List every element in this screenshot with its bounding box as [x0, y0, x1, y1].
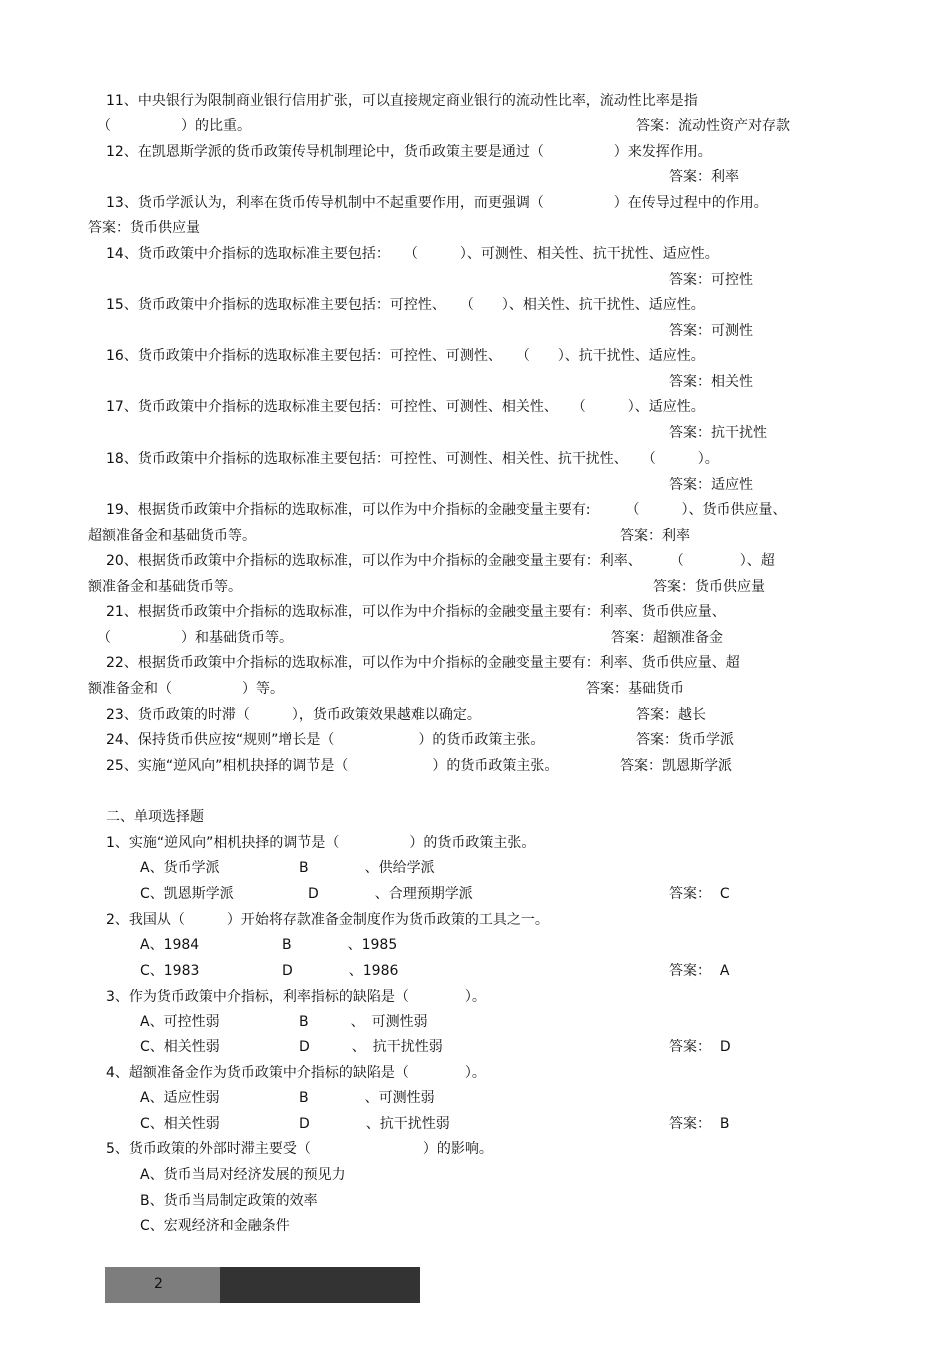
- answer-13: 答案：货币供应量: [88, 220, 200, 236]
- question-18: 18、货币政策中介指标的选取标准主要包括：可控性、可测性、相关性、抗干扰性、 （ ）。: [106, 451, 719, 467]
- mc-4-option-b: B 、可测性弱: [299, 1090, 435, 1106]
- answer-16: 答案：相关性: [669, 374, 753, 390]
- question-20-cont: 额准备金和基础货币等。: [88, 579, 242, 595]
- mc-3-option-c: C、相关性弱: [140, 1039, 220, 1055]
- mc-4-answer: 答案： B: [669, 1116, 730, 1132]
- question-19-cont: 超额准备金和基础货币等。: [88, 528, 256, 544]
- mc-question-5: 5、货币政策的外部时滞主要受（ ）的影响。: [106, 1141, 493, 1157]
- mc-question-2: 2、我国从（ ）开始将存款准备金制度作为货币政策的工具之一。: [106, 912, 549, 928]
- mc-4-option-d: D 、抗干扰性弱: [299, 1116, 450, 1132]
- mc-2-option-d: D 、1986: [282, 963, 399, 979]
- mc-1-option-d: D 、合理预期学派: [308, 886, 473, 902]
- mc-3-option-a: A、可控性弱: [140, 1014, 220, 1030]
- answer-19: 答案：利率: [620, 528, 690, 544]
- answer-17: 答案：抗干扰性: [669, 425, 767, 441]
- answer-12: 答案：利率: [669, 169, 739, 185]
- question-12: 12、在凯恩斯学派的货币政策传导机制理论中，货币政策主要是通过（ ）来发挥作用。: [106, 144, 712, 160]
- answer-24: 答案：货币学派: [636, 732, 734, 748]
- question-24: 24、保持货币供应按“规则”增长是（ ）的货币政策主张。: [106, 732, 545, 748]
- mc-1-option-a: A、货币学派: [140, 860, 220, 876]
- question-21: 21、根据货币政策中介指标的选取标准，可以作为中介指标的金融变量主要有：利率、货币供应量、: [106, 604, 726, 620]
- question-21-cont: （ ）和基础货币等。: [97, 630, 293, 646]
- answer-23: 答案：越长: [636, 707, 706, 723]
- question-11: 11、中央银行为限制商业银行信用扩张，可以直接规定商业银行的流动性比率，流动性比率是指: [106, 93, 698, 109]
- mc-question-1: 1、实施“逆风向”相机抉择的调节是（ ）的货币政策主张。: [106, 835, 536, 851]
- section-title: 二、单项选择题: [106, 809, 204, 825]
- mc-3-option-d: D 、 抗干扰性弱: [299, 1039, 443, 1055]
- question-11-cont: （ ）的比重。: [97, 118, 251, 134]
- mc-2-option-a: A、1984: [140, 937, 200, 953]
- mc-1-answer: 答案： C: [669, 886, 730, 902]
- mc-1-option-b: B 、供给学派: [299, 860, 435, 876]
- mc-4-option-c: C、相关性弱: [140, 1116, 220, 1132]
- answer-21: 答案：超额准备金: [611, 630, 723, 646]
- question-23: 23、货币政策的时滞（ ），货币政策效果越难以确定。: [106, 707, 481, 723]
- mc-1-option-c: C、凯恩斯学派: [140, 886, 234, 902]
- question-22: 22、根据货币政策中介指标的选取标准，可以作为中介指标的金融变量主要有：利率、货币供应量、超: [106, 655, 740, 671]
- question-22-cont: 额准备金和（ ）等。: [88, 681, 284, 697]
- answer-25: 答案：凯恩斯学派: [620, 758, 732, 774]
- page-number: 2: [154, 1276, 163, 1292]
- mc-question-4: 4、超额准备金作为货币政策中介指标的缺陷是（ ）。: [106, 1065, 486, 1081]
- mc-4-option-a: A、适应性弱: [140, 1090, 220, 1106]
- answer-18: 答案：适应性: [669, 477, 753, 493]
- question-20: 20、根据货币政策中介指标的选取标准，可以作为中介指标的金融变量主要有：利率、 （ ）、超: [106, 553, 775, 569]
- question-15: 15、货币政策中介指标的选取标准主要包括：可控性、 （ ）、相关性、抗干扰性、适应性。: [106, 297, 705, 313]
- answer-22: 答案：基础货币: [586, 681, 684, 697]
- question-14: 14、货币政策中介指标的选取标准主要包括： （ ）、可测性、相关性、抗干扰性、适应性。: [106, 246, 719, 262]
- answer-20: 答案：货币供应量: [653, 579, 765, 595]
- answer-15: 答案：可测性: [669, 323, 753, 339]
- mc-2-option-c: C、1983: [140, 963, 200, 979]
- mc-2-option-b: B 、1985: [282, 937, 398, 953]
- question-17: 17、货币政策中介指标的选取标准主要包括：可控性、可测性、相关性、 （ ）、适应性。: [106, 399, 705, 415]
- footer-bar-dark: [220, 1267, 420, 1303]
- mc-question-3: 3、作为货币政策中介指标，利率指标的缺陷是（ ）。: [106, 989, 486, 1005]
- mc-5-option-c: C、宏观经济和金融条件: [140, 1218, 290, 1234]
- mc-3-answer: 答案： D: [669, 1039, 731, 1055]
- answer-14: 答案：可控性: [669, 272, 753, 288]
- question-19: 19、根据货币政策中介指标的选取标准，可以作为中介指标的金融变量主要有: （ ）、货币供应量、: [106, 502, 787, 518]
- question-25: 25、实施“逆风向”相机抉择的调节是（ ）的货币政策主张。: [106, 758, 559, 774]
- question-13: 13、货币学派认为，利率在货币传导机制中不起重要作用，而更强调（ ）在传导过程中的作用。: [106, 195, 768, 211]
- mc-5-option-a: A、货币当局对经济发展的预见力: [140, 1167, 346, 1183]
- question-16: 16、货币政策中介指标的选取标准主要包括：可控性、可测性、 （ ）、抗干扰性、适应性。: [106, 348, 705, 364]
- mc-2-answer: 答案： A: [669, 963, 730, 979]
- mc-3-option-b: B 、 可测性弱: [299, 1014, 428, 1030]
- mc-5-option-b: B、货币当局制定政策的效率: [140, 1193, 318, 1209]
- answer-11: 答案：流动性资产对存款: [636, 118, 790, 134]
